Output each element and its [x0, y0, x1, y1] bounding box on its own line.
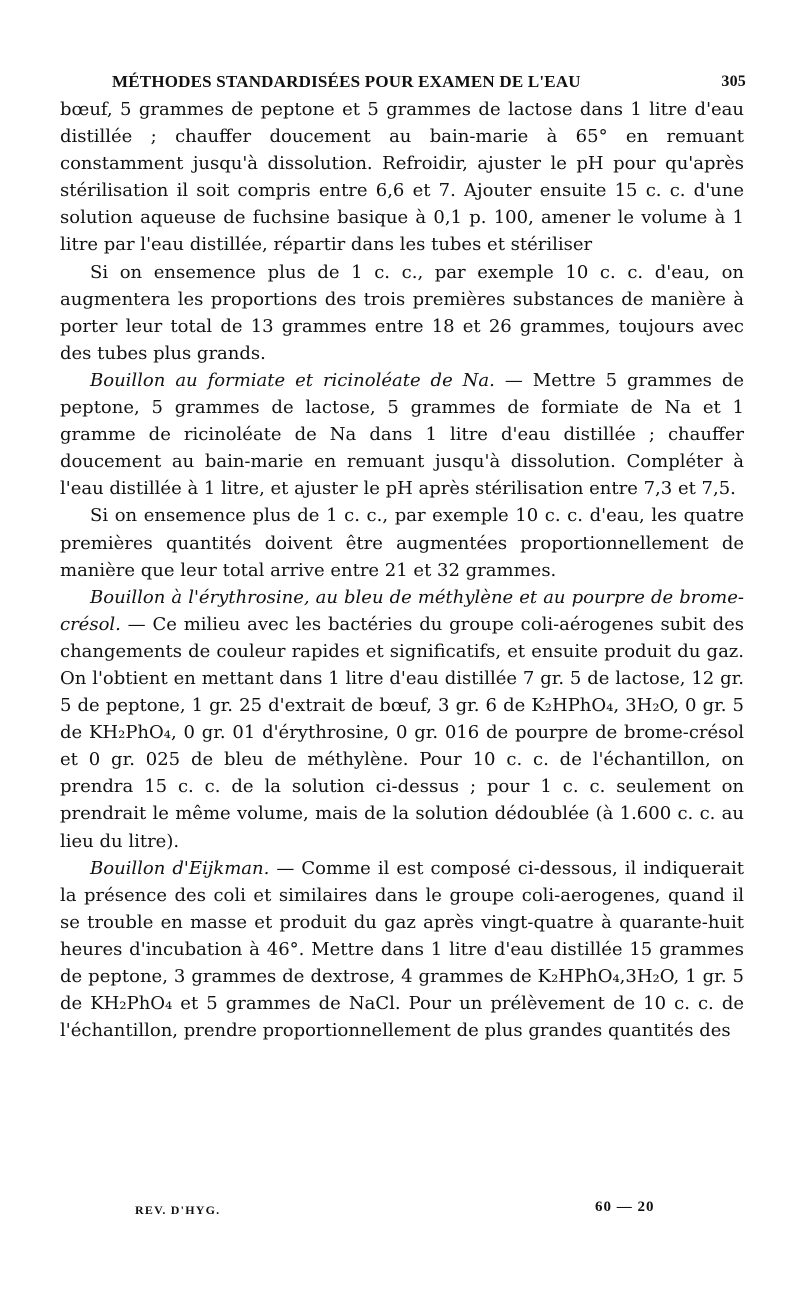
sheet-signature: 60 — 20 [595, 1199, 655, 1215]
page [60, 62, 744, 1044]
paragraph-text: Si on ensemence plus de 1 c. c., par exemple 10 c. c. d'eau, les quatre premières quantités doivent être augmentées proportionnellement de manière que leur total arrive entre 21 et 32 grammes. [60, 505, 744, 581]
paragraph [60, 855, 744, 1045]
running-head [60, 62, 744, 96]
paragraph [60, 584, 744, 855]
paragraph-text: bœuf, 5 grammes de peptone et 5 grammes de lactose dans 1 litre d'eau distillée ; chauffer doucement au bain-marie à 65° en remuant constamment jusqu'à dissolution. Refroidir, ajuster le pH pour qu'après stérilisation il soit compris entre 6,6 et 7. Ajouter ensuite 15 c. c. d'une solution aqueuse de fuchsine basique à 0,1 p. 100, amener le volume à 1 litre par l'eau distillée, répartir dans les tubes et stériliser [60, 99, 744, 256]
paragraph-text: — Comme il est composé ci-dessous, il indiquerait la présence des coli et similaires dans le groupe coli-aerogenes, quand il se trouble en masse et produit du gaz après vingt-quatre à quarante-huit heures d'incubation à 46°. Mettre dans 1 litre d'eau distillée 15 grammes de peptone, 3 grammes de dextrose, 4 grammes de K₂HPhO₄,3H₂O, 1 gr. 5 de KH₂PhO₄ et 5 grammes de NaCl. Pour un prélèvement de 10 c. c. de l'échantillon, prendre proportionnellement de plus grandes quantités des [60, 857, 744, 1042]
paragraph-text: Si on ensemence plus de 1 c. c., par exemple 10 c. c. d'eau, on augmentera les proportions des trois premières substances de manière à porter leur total de 13 grammes entre 18 et 26 grammes, toujours avec des tubes plus grands. [60, 261, 744, 364]
journal-signature: REV. D'HYG. [135, 1203, 221, 1217]
section-heading: Bouillon au formiate et ricinoléate de Na. [90, 369, 495, 391]
section-heading: Bouillon à l'érythrosine, au bleu de méthylène et au pourpre de brome-crésol. [60, 586, 744, 635]
running-title: MÉTHODES STANDARDISÉES POUR EXAMEN DE L'EAU [112, 72, 581, 91]
page-footer [60, 1199, 744, 1223]
paragraph [60, 502, 744, 583]
paragraph-text: — Mettre 5 grammes de peptone, 5 grammes de lactose, 5 grammes de formiate de Na et 1 gramme de ricinoléate de Na dans 1 litre d'eau distillée ; chauffer doucement au bain-marie en remuant jusqu'à dissolution. Compléter à l'eau distillée à 1 litre, et ajuster le pH après stérilisation entre 7,3 et 7,5. [60, 369, 744, 500]
paragraph [60, 259, 744, 367]
paragraph-text: — Ce milieu avec les bactéries du groupe coli-aérogenes subit des changements de couleur rapides et significatifs, et ensuite produit du gaz. On l'obtient en mettant dans 1 litre d'eau distillée 7 gr. 5 de lactose, 12 gr. 5 de peptone, 1 gr. 25 d'extrait de bœuf, 3 gr. 6 de K₂HPhO₄, 3H₂O, 0 gr. 5 de KH₂PhO₄, 0 gr. 01 d'érythrosine, 0 gr. 016 de pourpre de brome-crésol et 0 gr. 025 de bleu de méthylène. Pour 10 c. c. de l'échantillon, on prendra 15 c. c. de la solution ci-dessus ; pour 1 c. c. seulement on prendrait le même volume, mais de la solution dédoublée (à 1.600 c. c. au lieu du litre). [60, 613, 744, 852]
page-number: 305 [721, 73, 746, 90]
paragraph [60, 367, 744, 502]
paragraph [60, 96, 744, 259]
section-heading: Bouillon d'Eijkman. [90, 857, 270, 879]
body-text [60, 96, 744, 1044]
